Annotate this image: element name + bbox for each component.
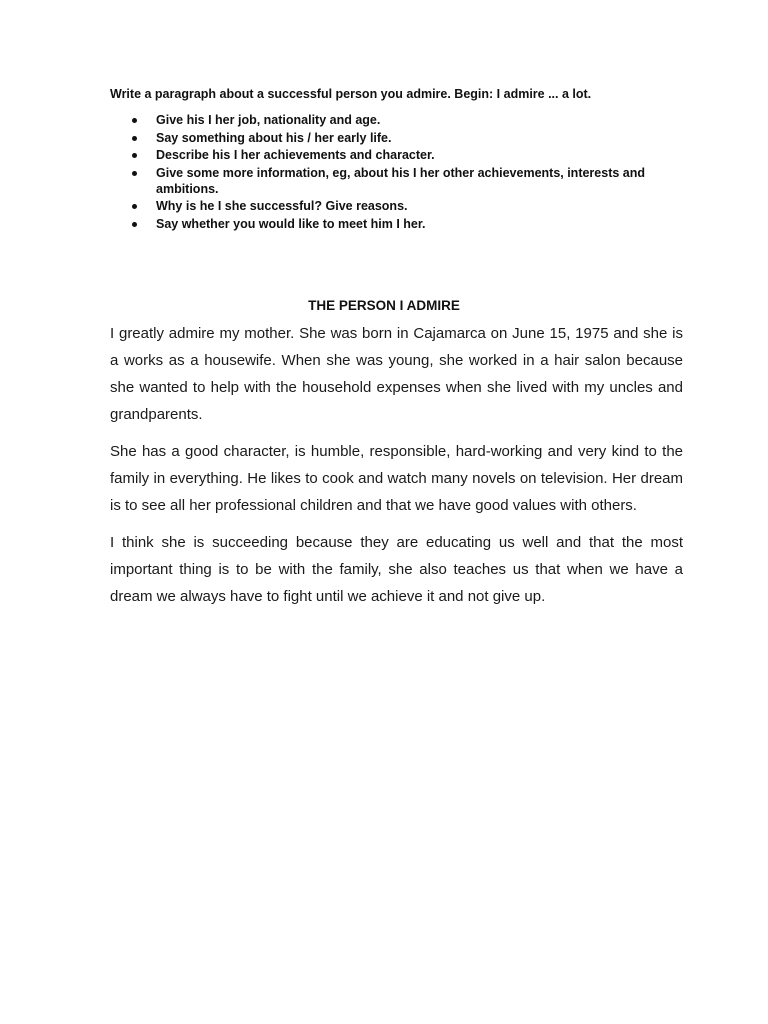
essay-title: THE PERSON I ADMIRE bbox=[308, 298, 460, 313]
bullet-icon bbox=[132, 136, 137, 141]
essay-paragraph: She has a good character, is humble, responsible, hard-working and very kind to the family in everything. He likes to cook and watch many novels on television. Her dream is to see all her professional children and that we have good values with others. bbox=[110, 443, 683, 514]
task-item-text: Say whether you would like to meet him I her. bbox=[156, 216, 426, 231]
task-item bbox=[110, 130, 690, 146]
task-item-text: Describe his I her achievements and character. bbox=[156, 148, 435, 162]
task-item bbox=[110, 216, 690, 232]
essay-body bbox=[110, 320, 683, 620]
task-item-text: Give his I her job, nationality and age. bbox=[156, 113, 381, 127]
essay-paragraph: I think she is succeeding because they are educating us well and that the most important thing is to be with the family, she also teaches us that when we have a dream we always have to fight until we achieve it and not give up. bbox=[110, 534, 683, 605]
task-item bbox=[110, 198, 690, 214]
task-item bbox=[110, 112, 690, 128]
bullet-icon bbox=[132, 204, 137, 209]
task-item bbox=[110, 147, 690, 163]
task-item-text: Say something about his / her early life. bbox=[156, 130, 392, 145]
task-item bbox=[110, 165, 690, 197]
bullet-icon bbox=[132, 153, 137, 158]
bullet-icon bbox=[132, 171, 137, 176]
bullet-icon bbox=[132, 222, 137, 227]
task-list bbox=[110, 112, 690, 233]
bullet-icon bbox=[132, 118, 137, 123]
assignment-prompt: Write a paragraph about a successful person you admire. Begin: I admire ... a lot. bbox=[110, 87, 592, 101]
task-item-text: Give some more information, eg, about his I her other achievements, interests and ambitions. bbox=[156, 165, 646, 196]
task-item-text: Why is he I she successful? Give reasons. bbox=[156, 199, 408, 213]
essay-paragraph: I greatly admire my mother. She was born in Cajamarca on June 15, 1975 and she is a works as a housewife. When she was young, she worked in a hair salon because she wanted to help with the household expenses when she lived with my uncles and grandparents. bbox=[110, 325, 683, 423]
